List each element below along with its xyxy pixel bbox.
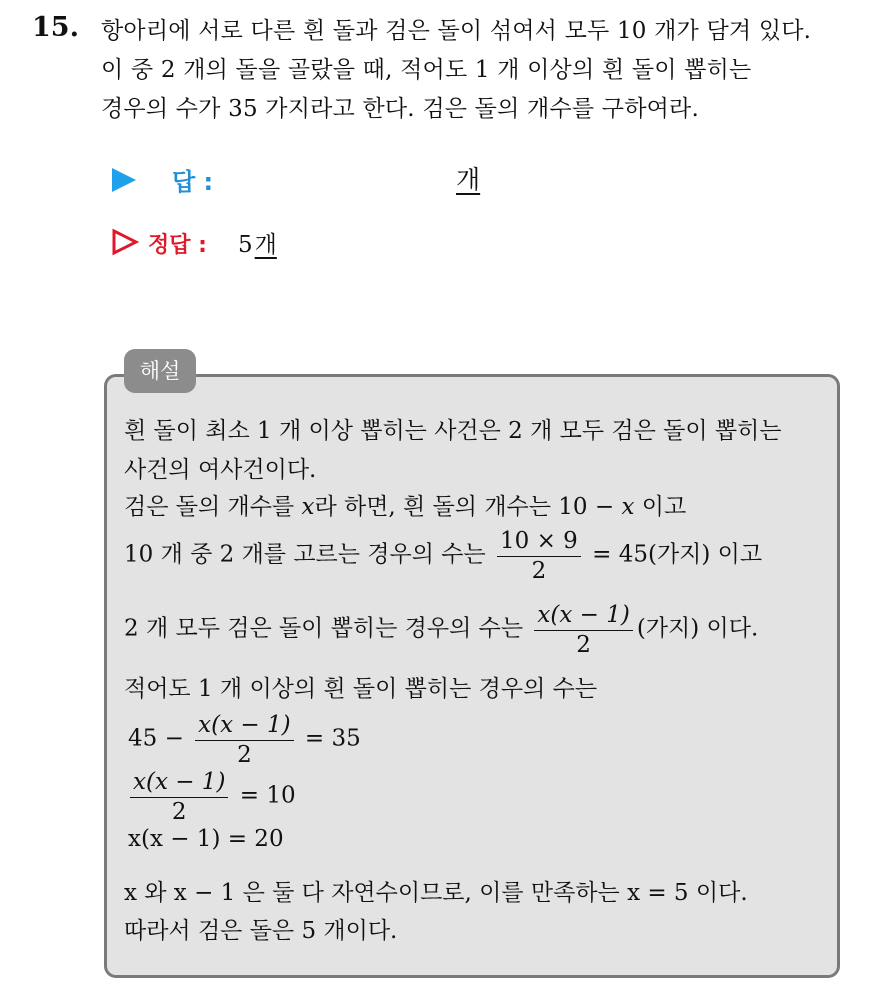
- s3-var2: x: [621, 494, 635, 520]
- solution-line-7: x 와 x − 1 은 둘 다 자연수이므로, 이를 만족하는 x = 5 이다.: [124, 880, 748, 906]
- equation-3: x(x − 1) = 20: [128, 826, 284, 852]
- frac-num: x(x − 1): [130, 767, 228, 798]
- eq2-b: = 10: [239, 782, 296, 809]
- fraction-10x9-over-2: [497, 526, 581, 585]
- question-number: 15.: [32, 12, 79, 43]
- frac-den: 2: [171, 799, 187, 825]
- frac-den: 2: [237, 742, 252, 768]
- frac-den: 2: [531, 558, 547, 584]
- correct-answer-value: [238, 226, 277, 259]
- eq2-fraction: [130, 767, 228, 826]
- eq1-b: = 35: [304, 725, 361, 752]
- fraction-x-over-2: [534, 600, 632, 659]
- correct-answer-row: [108, 224, 508, 268]
- eq1-fraction: [195, 710, 293, 769]
- s5-b: (가지) 이다.: [636, 615, 759, 642]
- answer-label: 답 :: [172, 168, 214, 196]
- s3-a: 검은 돌의 개수를: [124, 494, 295, 520]
- eq1-a: 45 −: [128, 725, 184, 752]
- solution-line-8: 따라서 검은 돌은 5 개이다.: [124, 918, 398, 944]
- correct-value-unit: 개: [254, 232, 277, 258]
- solution-line-6: 적어도 1 개 이상의 흰 돌이 뽑히는 경우의 수는: [124, 676, 598, 702]
- s3-var: x: [301, 494, 315, 520]
- frac-num: 10 × 9: [497, 526, 581, 557]
- solution-line-4: [124, 526, 762, 585]
- correct-value-number: 5: [238, 232, 253, 258]
- equation-2: [126, 767, 296, 826]
- correct-answer-label: 정답 :: [148, 233, 207, 258]
- question-line-3: 경우의 수가 35 가지라고 한다. 검은 돌의 개수를 구하여라.: [101, 96, 699, 122]
- frac-num: x(x − 1): [195, 710, 293, 741]
- s5-a: 2 개 모두 검은 돌이 뽑히는 경우의 수는: [124, 615, 524, 642]
- answer-unit: 개: [456, 165, 481, 194]
- answer-row: [108, 160, 508, 204]
- s4-a: 10 개 중 2 개를 고르는 경우의 수는: [124, 541, 486, 568]
- frac-num: x(x − 1): [534, 600, 632, 631]
- question-line-1: 항아리에 서로 다른 흰 돌과 검은 돌이 섞여서 모두 10 개가 담겨 있다.: [101, 18, 812, 44]
- solution-line-3: [124, 488, 686, 521]
- question-line-2: 이 중 2 개의 돌을 골랐을 때, 적어도 1 개 이상의 흰 돌이 뽑히는: [101, 57, 752, 83]
- outline-arrow-icon: [111, 228, 139, 256]
- s3-c: 이고: [641, 494, 687, 520]
- equation-1: [128, 710, 361, 769]
- solution-tab: 해설: [124, 349, 196, 393]
- s3-b: 라 하면, 흰 돌의 개수는 10 −: [314, 494, 615, 520]
- s4-b: = 45(가지) 이고: [592, 541, 763, 568]
- play-arrow-icon: [112, 168, 136, 192]
- solution-line-5: [124, 600, 758, 659]
- solution-line-1: 흰 돌이 최소 1 개 이상 뽑히는 사건은 2 개 모두 검은 돌이 뽑히는: [124, 418, 782, 444]
- frac-den: 2: [576, 632, 591, 658]
- solution-line-2: 사건의 여사건이다.: [124, 457, 317, 483]
